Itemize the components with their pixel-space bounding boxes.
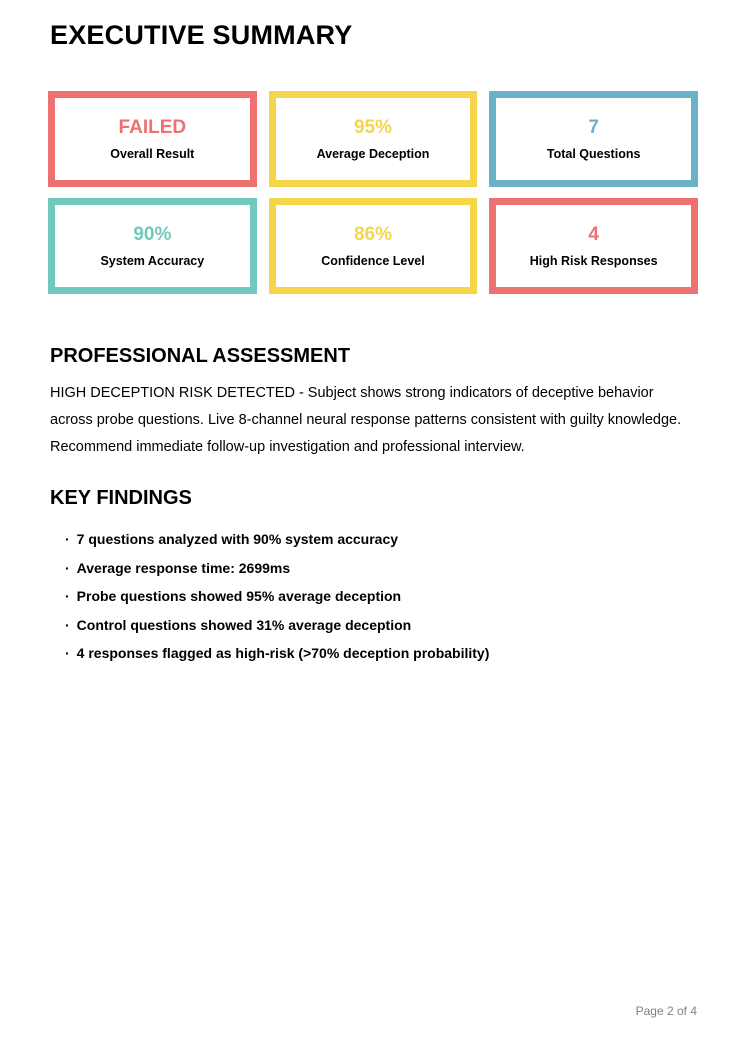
- finding-text: Average response time: 2699ms: [76, 559, 291, 576]
- stat-label: System Accuracy: [100, 253, 205, 268]
- finding-item: [65, 554, 695, 583]
- findings-section: [50, 487, 695, 668]
- finding-item: [65, 582, 695, 611]
- stat-card: [489, 91, 698, 187]
- stat-cards-grid: [48, 91, 698, 294]
- bullet-icon: ·: [65, 616, 70, 633]
- stat-value: 86%: [353, 223, 392, 245]
- findings-heading: KEY FINDINGS: [50, 487, 192, 509]
- stat-card: [48, 91, 257, 187]
- page-number: Page 2 of 4: [635, 1004, 697, 1018]
- stat-value: 7: [588, 116, 599, 138]
- stat-card: [269, 198, 478, 294]
- stat-value: FAILED: [118, 116, 187, 138]
- bullet-icon: ·: [65, 559, 70, 576]
- finding-text: Probe questions showed 95% average deception: [76, 588, 402, 604]
- stat-value: 95%: [353, 116, 392, 138]
- stat-card: [48, 198, 257, 294]
- stat-label: Confidence Level: [321, 253, 425, 268]
- stat-label: High Risk Responses: [529, 253, 658, 268]
- finding-text: 7 questions analyzed with 90% system accuracy: [76, 531, 399, 547]
- finding-text: 4 responses flagged as high-risk (>70% deception probability): [76, 645, 490, 661]
- bullet-icon: ·: [65, 588, 70, 604]
- finding-item: [65, 639, 695, 668]
- stat-label: Overall Result: [110, 146, 195, 161]
- assessment-section: [50, 345, 695, 461]
- bullet-icon: ·: [65, 645, 70, 661]
- finding-item: [65, 525, 695, 554]
- finding-text: Control questions showed 31% average deception: [76, 616, 412, 633]
- assessment-heading: PROFESSIONAL ASSESSMENT: [50, 345, 351, 367]
- finding-item: [65, 611, 695, 640]
- stat-value: 4: [588, 223, 599, 245]
- bullet-icon: ·: [65, 531, 70, 547]
- stat-card: [489, 198, 698, 294]
- stat-card: [269, 91, 478, 187]
- stat-label: Total Questions: [546, 146, 641, 161]
- key-findings-list: [50, 525, 695, 668]
- stat-value: 90%: [133, 223, 172, 245]
- assessment-body: HIGH DECEPTION RISK DETECTED - Subject shows strong indicators of deceptive behavior across probe questions. Live 8-channel neural response patterns consistent with guilty knowledge. Recommend immediate follow-up investigation and professional interview.: [50, 385, 682, 455]
- stat-label: Average Deception: [316, 146, 430, 161]
- page-title: EXECUTIVE SUMMARY: [50, 20, 353, 50]
